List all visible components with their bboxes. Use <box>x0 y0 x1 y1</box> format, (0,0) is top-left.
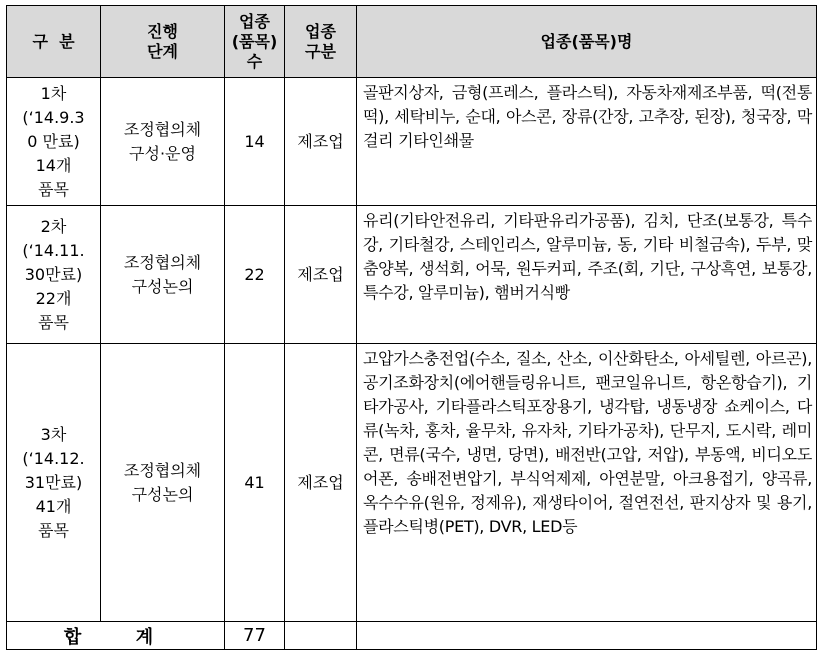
type-cell: 제조업 <box>285 344 357 622</box>
items-cell: 골판지상자, 금형(프레스, 플라스틱), 자동차재제조부품, 떡(전통떡), 세탁비누, 순대, 아스콘, 장류(간장, 고추장, 된장), 청국장, 막걸리 기타인쇄물 <box>357 78 817 206</box>
phase-cell: 2차 (‘14.11. 30만료) 22개 품목 <box>7 206 101 344</box>
stage-cell: 조정협의체 구성·운영 <box>101 78 225 206</box>
table-row <box>7 206 817 344</box>
header-type: 업종 구분 <box>285 6 357 78</box>
items-cell: 유리(기타안전유리, 기타판유리가공품), 김치, 단조(보통강, 특수강, 기타철강, 스테인리스, 알루미늄, 동, 기타 비철금속), 두부, 맞춤양복, 생석회, 어묵, 원두커피, 주조(회, 기단, 구상흑연, 보통강, 특수강, 알루미늄), 햄버거식빵 <box>357 206 817 344</box>
stage-cell: 조정협의체 구성논의 <box>101 206 225 344</box>
phase-cell: 3차 (‘14.12. 31만료) 41개 품목 <box>7 344 101 622</box>
phase-cell: 1차 (‘14.9.3 0 만료) 14개 품목 <box>7 78 101 206</box>
table-row <box>7 78 817 206</box>
empty-cell <box>357 622 817 650</box>
industry-table <box>6 5 817 650</box>
count-cell: 41 <box>225 344 285 622</box>
header-items: 업종(품목)명 <box>357 6 817 78</box>
stage-cell: 조정협의체 구성논의 <box>101 344 225 622</box>
header-row <box>7 6 817 78</box>
type-cell: 제조업 <box>285 206 357 344</box>
count-cell: 22 <box>225 206 285 344</box>
header-division: 구 분 <box>7 6 101 78</box>
header-stage: 진행 단계 <box>101 6 225 78</box>
table-row <box>7 344 817 622</box>
header-count: 업종 (품목) 수 <box>225 6 285 78</box>
total-label: 합 계 <box>7 622 225 650</box>
count-cell: 14 <box>225 78 285 206</box>
items-cell: 고압가스충전업(수소, 질소, 산소, 이산화탄소, 아세틸렌, 아르곤), 공기조화장치(에어핸들링유니트, 팬코일유니트, 항온항습기), 기타가공사, 기타플라스틱포장용기, 냉각탑, 냉동냉장 쇼케이스, 다류(녹차, 홍차, 율무차, 유자차, 기타가공차), 단무지, 도시락, 레미콘, 면류(국수, 냉면, 당면), 배전반(고압, 저압), 부동액, 비디오도어폰, 송배전변압기, 부식억제제, 아연분말, 아크용접기, 양곡류, 옥수수유(원유, 정제유), 재생타이어, 절연전선, 판지상자 및 용기, 플라스틱병(PET), DVR, LED등 <box>357 344 817 622</box>
empty-cell <box>285 622 357 650</box>
total-row <box>7 622 817 650</box>
total-value: 77 <box>225 622 285 650</box>
type-cell: 제조업 <box>285 78 357 206</box>
